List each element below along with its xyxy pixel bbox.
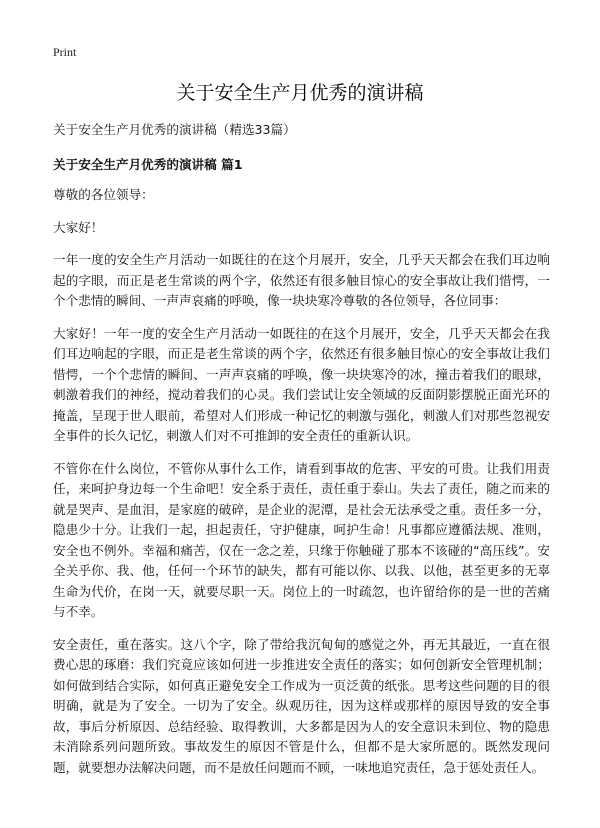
document-subtitle: 关于安全生产月优秀的演讲稿（精选33篇） [53, 122, 296, 137]
document-body [53, 120, 550, 790]
print-link[interactable]: Print [53, 45, 77, 59]
greeting: 尊敬的各位领导： [53, 187, 154, 202]
body-paragraph: 一年一度的安全生产月活动一如既往的在这个月展开，安全，几乎天天都会在我们耳边响起的字眼，而正是老生常谈的两个字，依然还有很多触目惊心的安全事故让我们惜愕，一个个悲情的瞬间、一声声哀痛的呼唤，像一块块寒冷尊敬的各位领导，各位同事： [53, 252, 550, 308]
body-paragraph: 安全责任，重在落实。这八个字，除了带给我沉甸甸的感觉之外，再无其最近，一直在很费心思的琢磨：我们究竟应该如何进一步推进安全责任的落实；如何创新安全管理机制；如何做到结合实际，如何真正避免安全工作成为一页泛黄的纸张。思考这些问题的目的很明确，就是为了安全。一切为了安全。纵观历往，因为这样或那样的原因导致的安全事故，事后分析原因、总结经验、取得教训，大多都是因为人的安全意识未到位、物的隐患未消除系列问题所致。事故发生的原因不管是什么，但都不是大家所愿的。既然发现问题，就要想办法解决问题，而不是放任问题而不顾，一味地追究责任，急于惩处责任人。 [53, 636, 550, 775]
salutation: 大家好！ [53, 219, 104, 235]
body-paragraph: 大家好！一年一度的安全生产月活动一如既往的在这个月展开，安全，几乎天天都会在我们耳边响起的字眼，而正是老生常谈的两个字，依然还有很多触目惊心的安全事故让我们惜愕，一个个悲情的瞬间、一声声哀痛的呼唤，像一块块寒冷的冰，撞击着我们的眼球，刺激着我们的神经，搅动着我们的心灵。我们尝试让安全领域的反面阴影摆脱正面光环的掩盖，呈现于世人眼前，希望对人们形成一种记忆的刺激与强化，刺激人们对那些忽视安全事件的长久记忆，刺激人们对不可推卸的安全责任的重新认识。 [53, 325, 550, 443]
body-paragraph: 不管你在什么岗位，不管你从事什么工作，请看到事故的危害、平安的可贵。让我们用责任，来呵护身边每一个生命吧！安全系于责任，责任重于泰山。失去了责任，随之而来的就是哭声、是血泪，是家庭的破碎，是企业的泥潭，是社会无法承受之重。责任多一分，隐患少十分。让我们一起，担起责任，守护健康，呵护生命！凡事都应遵循法规、准则，安全也不例外。幸福和痛苦，仅在一念之差，只缘于你触碰了那本不该碰的“高压线”。安全关乎你、我、他，任何一个环节的缺失，都有可能以你、以我、以他，甚至更多的无辜生命为代价，在岗一天，就要尽职一天。岗位上的一时疏忽，也许留给你的是一世的苦痛与不幸。 [53, 460, 550, 619]
document-title: 关于安全生产月优秀的演讲稿 [176, 82, 424, 104]
section-heading: 关于安全生产月优秀的演讲稿 篇1 [53, 156, 243, 172]
